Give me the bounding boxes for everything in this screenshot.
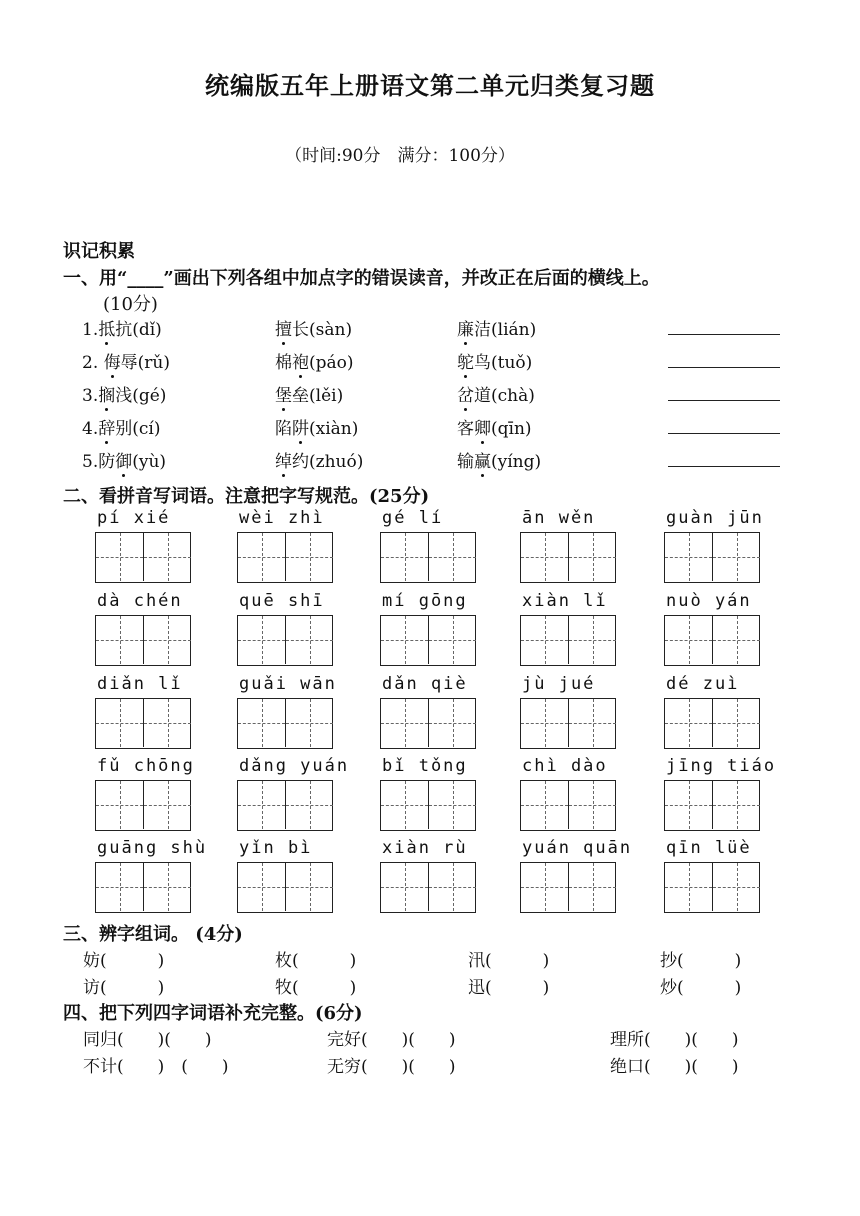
- q2-char-cell[interactable]: [521, 781, 569, 829]
- exam-meta: （时间:90分 满分：100分）: [285, 146, 515, 166]
- q2-writing-box[interactable]: [95, 615, 191, 666]
- q2-pinyin: yuán quān: [522, 838, 633, 858]
- q2-char-cell[interactable]: [238, 616, 286, 664]
- q2-pinyin: dǎn qiè: [382, 674, 468, 694]
- q2-pinyin: bǐ tǒng: [382, 756, 468, 776]
- q2-char-cell[interactable]: [713, 863, 760, 911]
- q2-char-cell[interactable]: [381, 699, 429, 747]
- q1-dotted-char: 绰: [275, 447, 292, 472]
- q2-writing-box[interactable]: [520, 698, 616, 749]
- q1-item: [457, 348, 532, 373]
- q4-item[interactable]: 绝口( )( ): [610, 1057, 739, 1077]
- q3-item[interactable]: 枚( ): [275, 951, 357, 971]
- q2-writing-box[interactable]: [520, 862, 616, 913]
- q1-dotted-char: 御: [115, 447, 132, 472]
- q2-writing-box[interactable]: [237, 615, 333, 666]
- q2-char-cell[interactable]: [521, 616, 569, 664]
- q2-writing-box[interactable]: [664, 862, 760, 913]
- q2-pinyin: xiàn lǐ: [522, 591, 608, 611]
- q2-char-cell[interactable]: [238, 863, 286, 911]
- q3-item[interactable]: 妨( ): [83, 951, 165, 971]
- page-title: 统编版五年上册语文第二单元归类复习题: [205, 71, 655, 100]
- q1-item-text: 别(cí): [115, 419, 161, 439]
- q1-item-text: 约(zhuó): [292, 452, 364, 472]
- q1-item-text: 洁(lián): [474, 320, 537, 340]
- q2-char-cell[interactable]: [144, 863, 191, 911]
- q2-writing-box[interactable]: [520, 780, 616, 831]
- q1-answer-line[interactable]: [668, 334, 780, 335]
- q2-writing-box[interactable]: [95, 532, 191, 583]
- q2-char-cell[interactable]: [429, 781, 476, 829]
- q2-writing-box[interactable]: [237, 532, 333, 583]
- q2-pinyin: wèi zhì: [239, 508, 325, 528]
- q2-writing-box[interactable]: [95, 862, 191, 913]
- q1-dotted-char: 阱: [292, 414, 309, 439]
- q2-char-cell[interactable]: [713, 616, 760, 664]
- q1-item-number: 4.: [82, 419, 99, 439]
- q1-item: [82, 348, 170, 373]
- q2-char-cell[interactable]: [569, 699, 616, 747]
- q1-item-text: 辱(rǔ): [120, 353, 170, 373]
- q1-item-text: (páo): [309, 353, 354, 373]
- q2-writing-box[interactable]: [664, 615, 760, 666]
- q2-char-cell[interactable]: [238, 533, 286, 581]
- q2-char-cell[interactable]: [144, 616, 191, 664]
- q2-char-cell[interactable]: [96, 616, 144, 664]
- q2-writing-box[interactable]: [380, 615, 476, 666]
- q2-pinyin: jù jué: [522, 674, 596, 694]
- q2-char-cell[interactable]: [521, 699, 569, 747]
- q1-answer-line[interactable]: [668, 433, 780, 434]
- q2-pinyin: pí xié: [97, 508, 171, 528]
- q2-char-cell[interactable]: [569, 863, 616, 911]
- q2-writing-box[interactable]: [664, 698, 760, 749]
- q2-writing-box[interactable]: [380, 780, 476, 831]
- q1-item-text: 客: [457, 419, 474, 439]
- q3-item[interactable]: 汛( ): [468, 951, 550, 971]
- q3-item[interactable]: 炒( ): [660, 978, 742, 998]
- q1-dotted-char: 侮: [104, 348, 121, 373]
- q3-item[interactable]: 访( ): [83, 978, 165, 998]
- q2-char-cell[interactable]: [381, 863, 429, 911]
- q2-writing-box[interactable]: [380, 698, 476, 749]
- q1-item: [82, 381, 166, 406]
- q1-item: [275, 381, 343, 406]
- q2-pinyin: dà chén: [97, 591, 183, 611]
- q2-pinyin: guàn jūn: [666, 508, 764, 528]
- q1-dotted-char: 辞: [98, 414, 115, 439]
- q2-writing-box[interactable]: [95, 780, 191, 831]
- q2-char-cell[interactable]: [429, 616, 476, 664]
- q2-pinyin: nuò yán: [666, 591, 752, 611]
- q2-pinyin: qīn lüè: [666, 838, 752, 858]
- q2-writing-box[interactable]: [237, 862, 333, 913]
- q2-writing-box[interactable]: [237, 780, 333, 831]
- q1-answer-line[interactable]: [668, 367, 780, 368]
- q1-dotted-char: 赢: [474, 447, 491, 472]
- q1-dotted-char: 搁: [98, 381, 115, 406]
- q2-pinyin: ān wěn: [522, 508, 596, 528]
- q1-item: [82, 447, 166, 472]
- q2-char-cell[interactable]: [713, 533, 760, 581]
- q2-writing-box[interactable]: [237, 698, 333, 749]
- q2-char-cell[interactable]: [381, 533, 429, 581]
- q1-heading: 一、用“____”画出下列各组中加点字的错误读音，并改正在后面的横线上。: [63, 268, 660, 289]
- q1-item-text: 抗(dǐ): [115, 320, 162, 340]
- q2-char-cell[interactable]: [713, 781, 760, 829]
- q2-char-cell[interactable]: [144, 533, 191, 581]
- q1-answer-line[interactable]: [668, 466, 780, 467]
- q2-pinyin: fǔ chōng: [97, 756, 195, 776]
- q1-item-number: 1.: [82, 320, 99, 340]
- q2-char-cell[interactable]: [665, 616, 713, 664]
- q2-char-cell[interactable]: [665, 699, 713, 747]
- q2-writing-box[interactable]: [520, 532, 616, 583]
- q1-item-text: 防: [98, 452, 116, 472]
- q2-char-cell[interactable]: [144, 781, 191, 829]
- q1-item-text: 浅(gé): [115, 386, 167, 406]
- q1-score: (10分): [103, 294, 158, 315]
- q1-item: [275, 315, 352, 340]
- q2-pinyin: jīng tiáo: [666, 756, 777, 776]
- q1-item-text: (qīn): [491, 419, 532, 439]
- q1-item-number: 3.: [82, 386, 99, 406]
- q1-dotted-char: 廉: [457, 315, 474, 340]
- q2-char-cell[interactable]: [286, 781, 333, 829]
- q2-char-cell[interactable]: [238, 699, 286, 747]
- section-label: 识记积累: [63, 241, 135, 262]
- q1-item-text: 棉: [275, 353, 292, 373]
- q2-pinyin: yǐn bì: [239, 838, 313, 858]
- q1-item: [82, 315, 162, 340]
- q1-item-text: (yù): [132, 452, 167, 472]
- q4-item[interactable]: 不计( ) ( ): [83, 1057, 229, 1077]
- q2-char-cell[interactable]: [665, 533, 713, 581]
- q1-item: [457, 414, 532, 439]
- q2-char-cell[interactable]: [569, 781, 616, 829]
- q2-char-cell[interactable]: [286, 533, 333, 581]
- q1-item-number: 5.: [82, 452, 99, 472]
- q2-writing-box[interactable]: [664, 532, 760, 583]
- q1-item-text: 鸟(tuǒ): [474, 353, 533, 373]
- q2-pinyin: dé zuì: [666, 674, 740, 694]
- q2-char-cell[interactable]: [381, 616, 429, 664]
- q1-dotted-char: 擅: [275, 315, 292, 340]
- q2-char-cell[interactable]: [238, 781, 286, 829]
- q2-char-cell[interactable]: [429, 699, 476, 747]
- q2-char-cell[interactable]: [521, 863, 569, 911]
- q2-char-cell[interactable]: [569, 616, 616, 664]
- q2-char-cell[interactable]: [96, 863, 144, 911]
- q1-dotted-char: 鸵: [457, 348, 474, 373]
- q2-char-cell[interactable]: [144, 699, 191, 747]
- q2-char-cell[interactable]: [429, 533, 476, 581]
- q1-item-text: 道(chà): [474, 386, 535, 406]
- q2-char-cell[interactable]: [521, 533, 569, 581]
- q2-writing-box[interactable]: [664, 780, 760, 831]
- q2-char-cell[interactable]: [286, 616, 333, 664]
- q2-char-cell[interactable]: [665, 863, 713, 911]
- q2-char-cell[interactable]: [429, 863, 476, 911]
- q1-dotted-char: 卿: [474, 414, 491, 439]
- q4-item[interactable]: 无穷( )( ): [327, 1057, 456, 1077]
- q1-dotted-char: 抵: [98, 315, 115, 340]
- q2-pinyin: quē shī: [239, 591, 325, 611]
- q2-heading: 二、看拼音写词语。注意把字写规范。(25分): [63, 486, 430, 507]
- q1-item: [457, 315, 536, 340]
- q2-pinyin: guǎi wān: [239, 674, 337, 694]
- q4-item[interactable]: 理所( )( ): [610, 1030, 739, 1050]
- q2-char-cell[interactable]: [381, 781, 429, 829]
- q2-writing-box[interactable]: [520, 615, 616, 666]
- q1-dotted-char: 岔: [457, 381, 474, 406]
- q2-pinyin: guāng shù: [97, 838, 208, 858]
- q2-pinyin: mí gōng: [382, 591, 468, 611]
- q2-char-cell[interactable]: [713, 699, 760, 747]
- q4-item[interactable]: 完好( )( ): [327, 1030, 456, 1050]
- q3-item[interactable]: 抄( ): [660, 951, 742, 971]
- q2-char-cell[interactable]: [96, 533, 144, 581]
- q1-item-number: 2.: [82, 353, 104, 373]
- q2-char-cell[interactable]: [286, 699, 333, 747]
- q2-pinyin: diǎn lǐ: [97, 674, 183, 694]
- q4-item[interactable]: 同归( )( ): [83, 1030, 212, 1050]
- q4-heading: 四、把下列四字词语补充完整。(6分): [63, 1003, 363, 1024]
- q2-char-cell[interactable]: [665, 781, 713, 829]
- q1-dotted-char: 堡: [275, 381, 292, 406]
- q1-item-text: 输: [457, 452, 474, 472]
- q1-item-text: (yíng): [491, 452, 542, 472]
- q2-writing-box[interactable]: [380, 532, 476, 583]
- q3-item[interactable]: 迅( ): [468, 978, 550, 998]
- q2-pinyin: gé lí: [382, 508, 444, 528]
- q1-item: [457, 447, 541, 472]
- q2-writing-box[interactable]: [95, 698, 191, 749]
- q1-answer-line[interactable]: [668, 400, 780, 401]
- q1-item-text: 长(sàn): [292, 320, 353, 340]
- q1-item-text: 垒(lěi): [292, 386, 344, 406]
- q1-item: [275, 414, 358, 439]
- q2-char-cell[interactable]: [569, 533, 616, 581]
- q2-writing-box[interactable]: [380, 862, 476, 913]
- q2-pinyin: xiàn rù: [382, 838, 468, 858]
- q2-pinyin: chì dào: [522, 756, 608, 776]
- q2-char-cell[interactable]: [96, 699, 144, 747]
- q2-char-cell[interactable]: [96, 781, 144, 829]
- q1-item: [457, 381, 535, 406]
- q1-dotted-char: 袍: [292, 348, 309, 373]
- q1-item: [82, 414, 160, 439]
- q1-item: [275, 447, 363, 472]
- q3-item[interactable]: 牧( ): [275, 978, 357, 998]
- q1-item-text: 陷: [275, 419, 292, 439]
- q1-item-text: (xiàn): [309, 419, 359, 439]
- q2-pinyin: dǎng yuán: [239, 756, 350, 776]
- q2-char-cell[interactable]: [286, 863, 333, 911]
- q3-heading: 三、辨字组词。 (4分): [63, 924, 243, 945]
- q1-item: [275, 348, 354, 373]
